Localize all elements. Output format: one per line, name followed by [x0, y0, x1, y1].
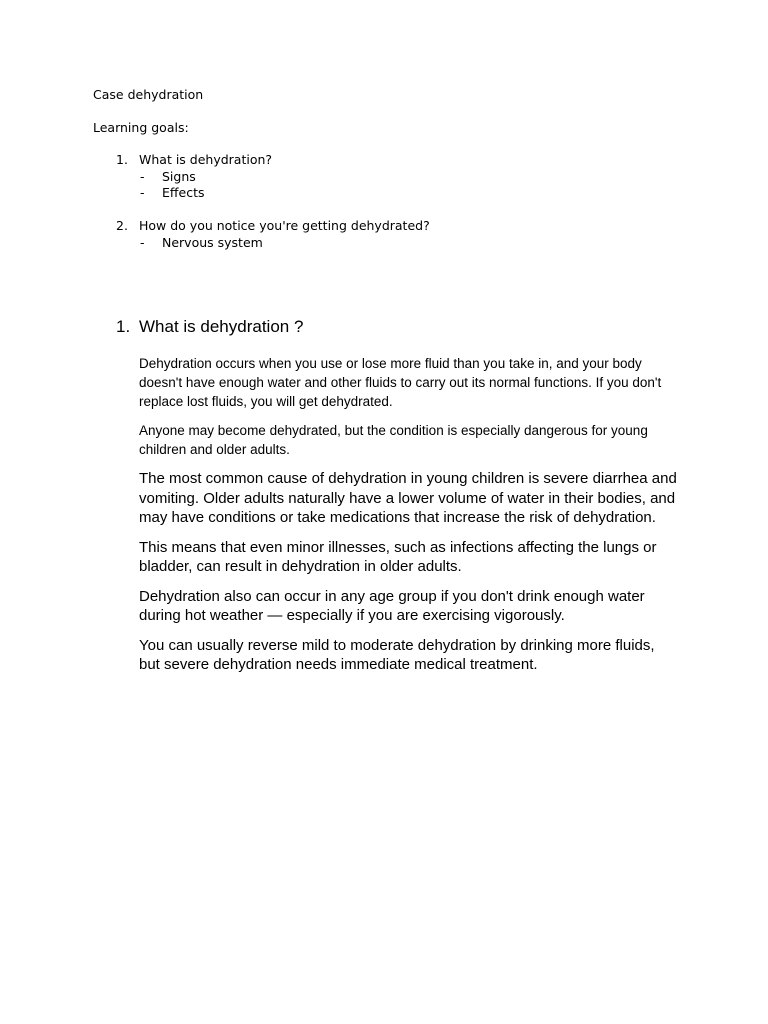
section-number: 1. [116, 317, 131, 336]
paragraph: Dehydration occurs when you use or lose more fluid than you take in, and your body doesn't have enough water and other fluids to carry out its normal functions. If you don't replace lost fluids, you will get dehydrated. [139, 356, 662, 409]
sub-item-marker: - [140, 185, 145, 200]
sub-item-text: Nervous system [162, 234, 263, 250]
sub-item-text: Signs [162, 168, 196, 184]
paragraph: Anyone may become dehydrated, but the condition is especially dangerous for young children and older adults. [139, 423, 648, 457]
section-title: What is dehydration ? [139, 317, 304, 336]
section-heading [116, 315, 686, 339]
goal-sub-item [116, 169, 676, 186]
document-title: Case dehydration [93, 87, 204, 102]
goal-number: 2. [116, 218, 128, 233]
paragraph: This means that even minor illnesses, such as infections affecting the lungs or bladder, can result in dehydration in older adults. [139, 538, 657, 575]
paragraph: Dehydration also can occur in any age group if you don't drink enough water during hot weather — especially if you are exercising vigorously. [139, 587, 645, 624]
paragraph: The most common cause of dehydration in young children is severe diarrhea and vomiting. Older adults naturally have a lower volume of water in their bodies, and may have conditions or take medications that increase the risk of dehydration. [139, 470, 677, 526]
goal-number: 1. [116, 152, 128, 167]
goal-item-2 [116, 218, 676, 251]
sub-item-marker: - [140, 234, 145, 250]
learning-goals-heading: Learning goals: [93, 120, 189, 135]
section-body [139, 354, 679, 685]
sub-item-marker: - [140, 168, 145, 184]
goal-item-1 [116, 152, 676, 202]
goal-text: What is dehydration? [139, 152, 273, 167]
goal-sub-item [116, 235, 676, 252]
paragraph: You can usually reverse mild to moderate dehydration by drinking more fluids, but severe dehydration needs immediate medical treatment. [139, 636, 655, 673]
sub-item-text: Effects [162, 185, 205, 200]
section-what-is-dehydration [116, 315, 686, 673]
goal-sub-item [116, 185, 676, 202]
goal-text: How do you notice you're getting dehydrated? [139, 218, 430, 233]
